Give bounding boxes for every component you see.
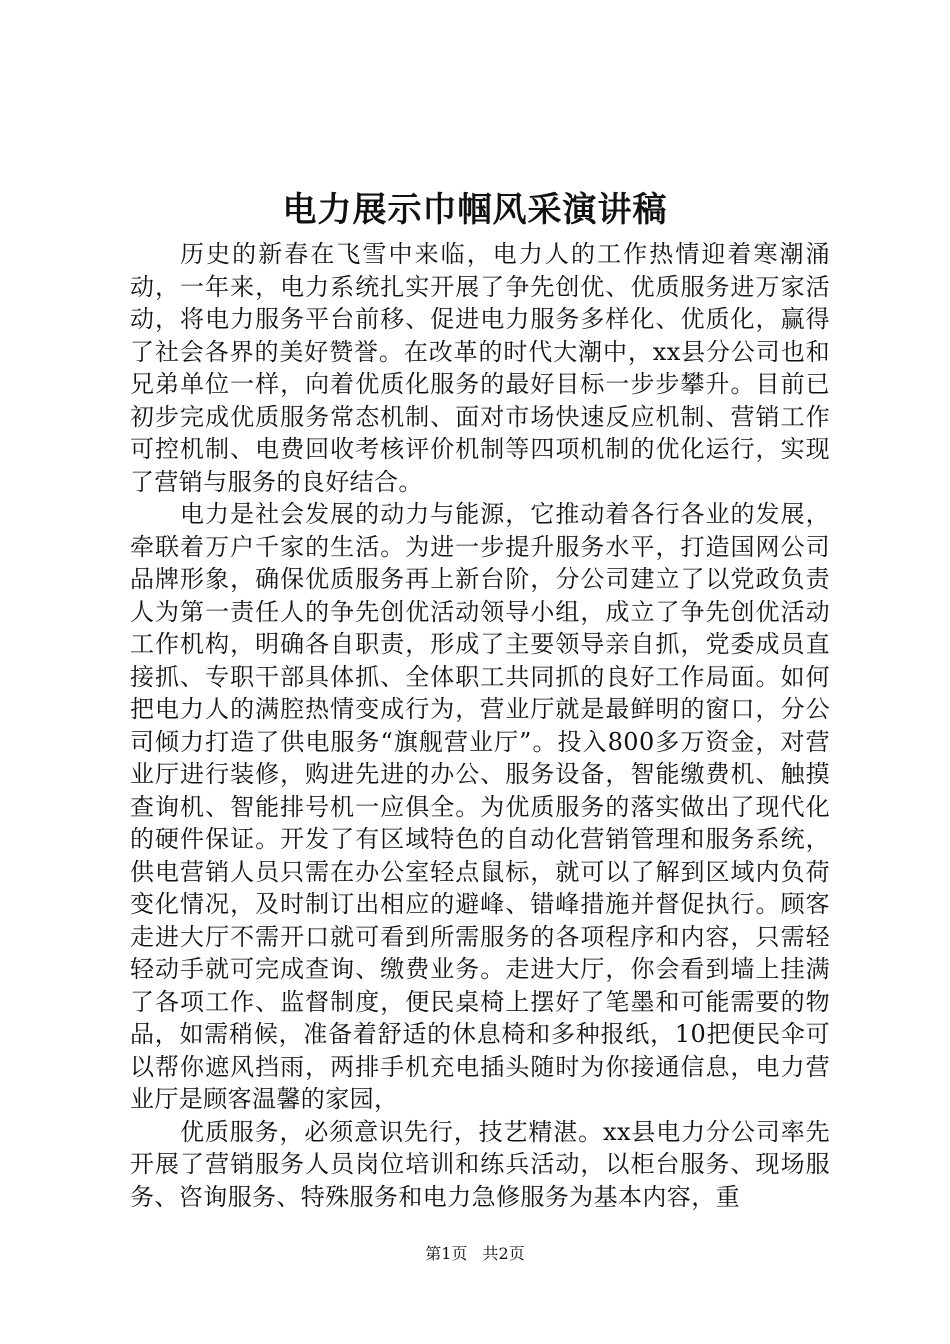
paragraph: 优质服务，必须意识先行，技艺精湛。xx县电力分公司率先开展了营销服务人员岗位培训和练兵活动，以柜台服务、现场服务、咨询服务、特殊服务和电力急修服务为基本内容，重	[130, 1117, 830, 1211]
paragraph: 电力是社会发展的动力与能源，它推动着各行各业的发展，牵联着万户千家的生活。为进一步提升服务水平，打造国网公司品牌形象，确保优质服务再上新台阶，分公司建立了以党政负责人为第一责任人的争先创优活动领导小组，成立了争先创优活动工作机构，明确各自职责，形成了主要领导亲自抓，党委成员直接抓、专职干部具体抓、全体职工共同抓的良好工作局面。如何把电力人的满腔热情变成行为，营业厅就是最鲜明的窗口，分公司倾力打造了供电服务“旗舰营业厅”。投入800多万资金，对营业厅进行装修，购进先进的办公、服务设备，智能缴费机、触摸查询机、智能排号机一应俱全。为优质服务的落实做出了现代化的硬件保证。开发了有区域特色的自动化营销管理和服务系统，供电营销人员只需在办公室轻点鼠标，就可以了解到区域内负荷变化情况，及时制订出相应的避峰、错峰措施并督促执行。顾客走进大厅不需开口就可看到所需服务的各项程序和内容，只需轻轻动手就可完成查询、缴费业务。走进大厅，你会看到墙上挂满了各项工作、监督制度，便民桌椅上摆好了笔墨和可能需要的物品，如需稍候，准备着舒适的休息椅和多种报纸，10把便民伞可以帮你遮风挡雨，两排手机充电插头随时为你接通信息，电力营业厅是顾客温馨的家园，	[130, 500, 830, 1113]
page-footer	[0, 1244, 950, 1264]
paragraph: 历史的新春在飞雪中来临，电力人的工作热情迎着寒潮涌动，一年来，电力系统扎实开展了争先创优、优质服务进万家活动，将电力服务平台前移、促进电力服务多样化、优质化，赢得了社会各界的美好赞誉。在改革的时代大潮中，xx县分公司也和兄弟单位一样，向着优质化服务的最好目标一步步攀升。目前已初步完成优质服务常态机制、面对市场快速反应机制、营销工作可控机制、电费回收考核评价机制等四项机制的优化运行，实现了营销与服务的良好结合。	[130, 240, 830, 496]
document-title: 电力展示巾帼风采演讲稿	[282, 190, 668, 230]
page-total: 共2页	[482, 1244, 525, 1263]
page-number: 第1页	[425, 1244, 468, 1263]
document-body	[130, 238, 830, 1213]
